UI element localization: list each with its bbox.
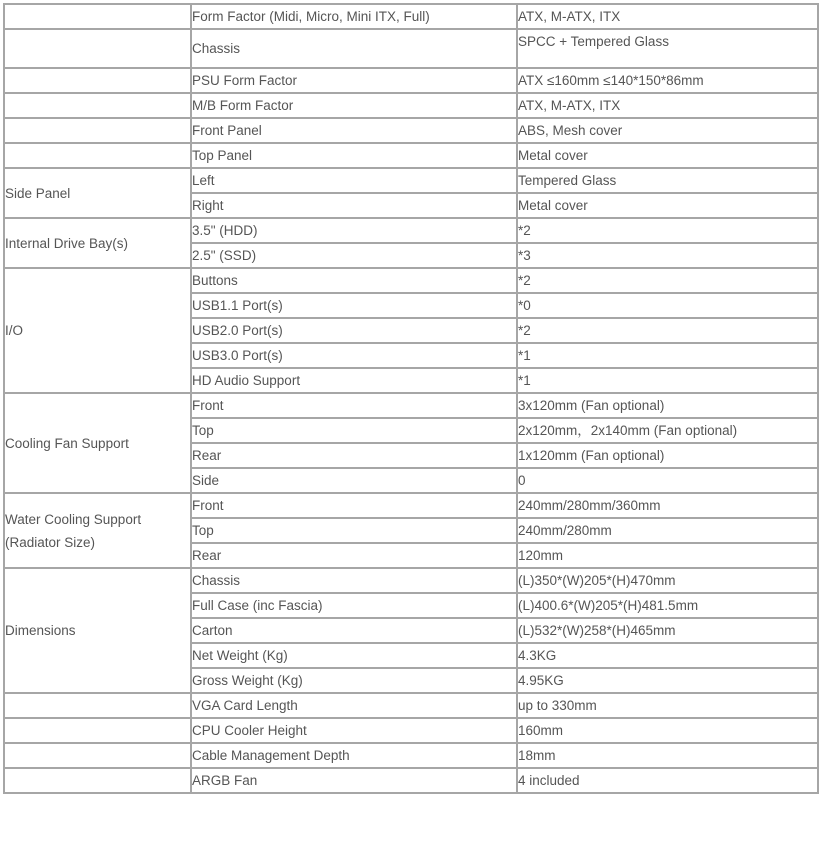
spec-value-cell: *3 (517, 243, 818, 268)
spec-name-cell: M/B Form Factor (191, 93, 517, 118)
spec-name-cell: Form Factor (Midi, Micro, Mini ITX, Full) (191, 4, 517, 29)
spec-value-cell: 4 included (517, 768, 818, 793)
spec-value-cell: *2 (517, 318, 818, 343)
spec-name-cell: Rear (191, 443, 517, 468)
spec-value-cell: 1x120mm (Fan optional) (517, 443, 818, 468)
spec-value-cell: Metal cover (517, 193, 818, 218)
table-row (4, 393, 818, 418)
spec-name-cell: Front (191, 393, 517, 418)
spec-value-cell: ABS, Mesh cover (517, 118, 818, 143)
table-row (4, 4, 818, 29)
spec-name-cell: Right (191, 193, 517, 218)
spec-value-cell: *2 (517, 268, 818, 293)
table-row (4, 693, 818, 718)
spec-value-cell: SPCC + Tempered Glass (517, 29, 818, 68)
spec-name-cell: ARGB Fan (191, 768, 517, 793)
water-cooling-label-line1: Water Cooling Support (5, 511, 142, 527)
table-row (4, 568, 818, 593)
spec-value-cell: (L)350*(W)205*(H)470mm (517, 568, 818, 593)
group-label-cell (4, 718, 191, 743)
table-row (4, 218, 818, 243)
spec-name-cell: Chassis (191, 29, 517, 68)
group-label-io: I/O (4, 268, 191, 393)
group-label-drive-bay: Internal Drive Bay(s) (4, 218, 191, 268)
spec-value-cell: Metal cover (517, 143, 818, 168)
spec-value-cell: 240mm/280mm/360mm (517, 493, 818, 518)
spec-value-cell: ATX ≤160mm ≤140*150*86mm (517, 68, 818, 93)
spec-name-cell: CPU Cooler Height (191, 718, 517, 743)
spec-value-cell: *2 (517, 218, 818, 243)
group-label-cell (4, 4, 191, 29)
table-row (4, 143, 818, 168)
group-label-water-cooling (4, 493, 191, 568)
spec-name-cell: Gross Weight (Kg) (191, 668, 517, 693)
spec-value-cell: 4.3KG (517, 643, 818, 668)
table-row (4, 168, 818, 193)
table-row (4, 93, 818, 118)
spec-value-cell: 0 (517, 468, 818, 493)
spec-name-cell: Top (191, 518, 517, 543)
spec-name-cell: PSU Form Factor (191, 68, 517, 93)
group-label-cell (4, 118, 191, 143)
spec-name-cell: 3.5" (HDD) (191, 218, 517, 243)
group-label-cell (4, 143, 191, 168)
spec-name-cell: 2.5" (SSD) (191, 243, 517, 268)
spec-value-cell: 120mm (517, 543, 818, 568)
spec-value-cell: Tempered Glass (517, 168, 818, 193)
table-row (4, 29, 818, 68)
spec-value-cell: (L)532*(W)258*(H)465mm (517, 618, 818, 643)
spec-name-cell: Carton (191, 618, 517, 643)
spec-name-cell: USB3.0 Port(s) (191, 343, 517, 368)
spec-value-cell: up to 330mm (517, 693, 818, 718)
table-row (4, 68, 818, 93)
group-label-cell (4, 68, 191, 93)
spec-value-cell: 240mm/280mm (517, 518, 818, 543)
table-row (4, 743, 818, 768)
spec-name-cell: Buttons (191, 268, 517, 293)
group-label-cell (4, 768, 191, 793)
spec-value-cell: 4.95KG (517, 668, 818, 693)
spec-name-cell: Side (191, 468, 517, 493)
spec-value-cell: 2x120mm，2x140mm (Fan optional) (517, 418, 818, 443)
spec-value-cell: 160mm (517, 718, 818, 743)
spec-name-cell: HD Audio Support (191, 368, 517, 393)
spec-name-cell: Left (191, 168, 517, 193)
spec-name-cell: USB1.1 Port(s) (191, 293, 517, 318)
water-cooling-label-line2: (Radiator Size) (5, 534, 96, 550)
spec-name-cell: VGA Card Length (191, 693, 517, 718)
spec-name-cell: USB2.0 Port(s) (191, 318, 517, 343)
spec-name-cell: Full Case (inc Fascia) (191, 593, 517, 618)
spec-value-cell: (L)400.6*(W)205*(H)481.5mm (517, 593, 818, 618)
table-row (4, 718, 818, 743)
spec-value-cell: *0 (517, 293, 818, 318)
spec-name-cell: Net Weight (Kg) (191, 643, 517, 668)
group-label-side-panel: Side Panel (4, 168, 191, 218)
spec-name-cell: Front (191, 493, 517, 518)
spec-value-cell: 3x120mm (Fan optional) (517, 393, 818, 418)
table-row (4, 118, 818, 143)
spec-name-cell: Front Panel (191, 118, 517, 143)
group-label-cell (4, 29, 191, 68)
spec-name-cell: Top (191, 418, 517, 443)
spec-value-cell: 18mm (517, 743, 818, 768)
group-label-cooling-fan: Cooling Fan Support (4, 393, 191, 493)
spec-table (3, 3, 819, 794)
group-label-dimensions: Dimensions (4, 568, 191, 693)
group-label-cell (4, 693, 191, 718)
group-label-cell (4, 743, 191, 768)
spec-name-cell: Chassis (191, 568, 517, 593)
group-label-cell (4, 93, 191, 118)
spec-name-cell: Top Panel (191, 143, 517, 168)
table-row (4, 268, 818, 293)
spec-value-cell: *1 (517, 343, 818, 368)
table-row (4, 768, 818, 793)
table-row (4, 493, 818, 518)
spec-name-cell: Rear (191, 543, 517, 568)
spec-name-cell: Cable Management Depth (191, 743, 517, 768)
spec-value-cell: ATX, M-ATX, ITX (517, 93, 818, 118)
spec-value-cell: ATX, M-ATX, ITX (517, 4, 818, 29)
spec-value-cell: *1 (517, 368, 818, 393)
